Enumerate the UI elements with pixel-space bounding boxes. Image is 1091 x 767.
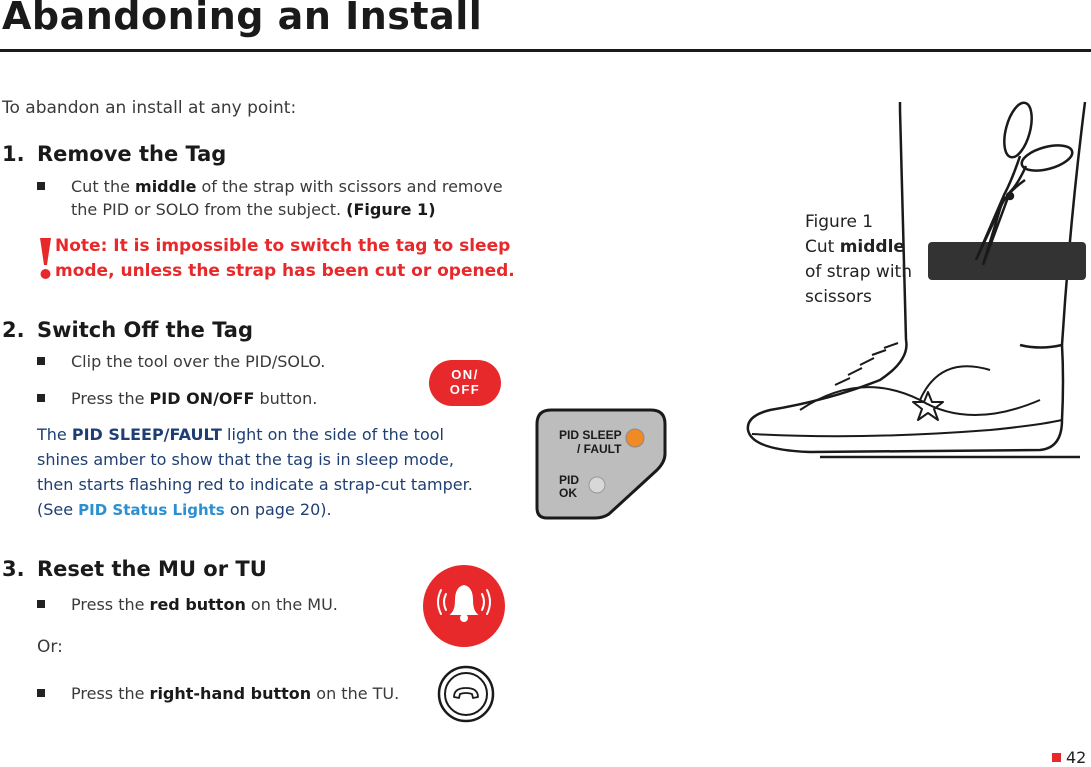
page-marker-icon [1052,753,1061,762]
sleep-fault-label-2: / FAULT [577,442,622,456]
step2-bullet1: Clip the tool over the PID/SOLO. [71,352,326,371]
step3-bullet1 [71,593,338,616]
text-run-bold: right-hand button [149,684,312,703]
title-divider [0,49,1091,52]
status-lights-link[interactable]: PID Status Lights [78,501,225,519]
step3-number: 3. [2,557,25,581]
text-run: on page 20). [224,500,332,519]
text-run: (See [37,500,79,519]
text-run: on the TU. [311,684,400,703]
bullet-square-icon [37,689,45,697]
caption-line4: scissors [805,287,872,307]
page-title: Abandoning an Install [2,0,483,38]
text-run-bold: PID SLEEP/FAULT [71,425,222,444]
step3-title: Reset the MU or TU [37,557,267,581]
sneaker-icon [748,340,1063,452]
text-run: then starts flashing red to indicate a strap-cut tamper. [37,475,473,494]
step2-title: Switch Off the Tag [37,318,254,342]
text-run: on the MU. [245,595,338,614]
text-run: Press the [71,684,150,703]
pid-ok-label-2: OK [559,486,577,500]
red-button[interactable] [422,564,506,648]
note-line1: Note: It is impossible to switch the tag to sleep [55,236,511,256]
text-run-bold: red button [149,595,246,614]
text-run: Cut the [71,177,136,196]
text-run: Press the [71,595,150,614]
text-run: The [37,425,72,444]
on-off-label-1: ON/ [451,367,479,382]
step1-number: 1. [2,142,25,166]
caption-line3: of strap with [805,262,912,282]
ok-light-icon [589,477,605,493]
strap [928,242,1086,280]
text-run: Cut [805,237,840,257]
right-hand-button[interactable] [436,664,496,724]
bullet-square-icon [37,182,45,190]
step3-heading [2,557,267,581]
pid-ok-label-1: PID [559,473,580,487]
step2-heading [2,318,253,342]
intro-text: To abandon an install at any point: [2,98,297,118]
or-text: Or: [37,637,63,657]
page-number: 42 [1066,748,1087,767]
bullet-square-icon [37,357,45,365]
text-run-bold: middle [135,177,197,196]
figure-caption [805,210,912,310]
text-run: shines amber to show that the tag is in sleep mode, [37,450,454,469]
step1-bullet1 [71,175,531,221]
step3-bullet2 [71,682,399,705]
on-off-label-2: OFF [449,382,481,397]
bullet-square-icon [37,600,45,608]
step2-paragraph [37,422,517,523]
sleep-fault-label-1: PID SLEEP [559,428,622,442]
exclamation-icon [37,234,57,284]
text-run: button. [254,389,318,408]
text-run-bold: PID ON/OFF [149,389,255,408]
step2-number: 2. [2,318,25,342]
text-run: the PID or SOLO from the subject. [71,200,347,219]
amber-light-icon [626,429,644,447]
text-run: light on the side of the tool [221,425,444,444]
step1-title: Remove the Tag [37,142,227,166]
text-run: of the strap with scissors and remove [196,177,503,196]
figure-reference: (Figure 1) [346,200,436,219]
scissors-icon [976,100,1075,265]
status-light-panel [533,404,673,522]
step1-heading [2,142,226,166]
text-run: Press the [71,389,150,408]
caption-line1: Figure 1 [805,212,874,232]
note-warning [37,234,515,284]
bullet-square-icon [37,394,45,402]
on-off-button[interactable] [428,359,502,407]
text-run-bold: middle [839,237,905,257]
figure-illustration [740,100,1091,475]
step2-bullet2 [71,387,317,410]
note-line2: mode, unless the strap has been cut or opened. [55,261,515,281]
